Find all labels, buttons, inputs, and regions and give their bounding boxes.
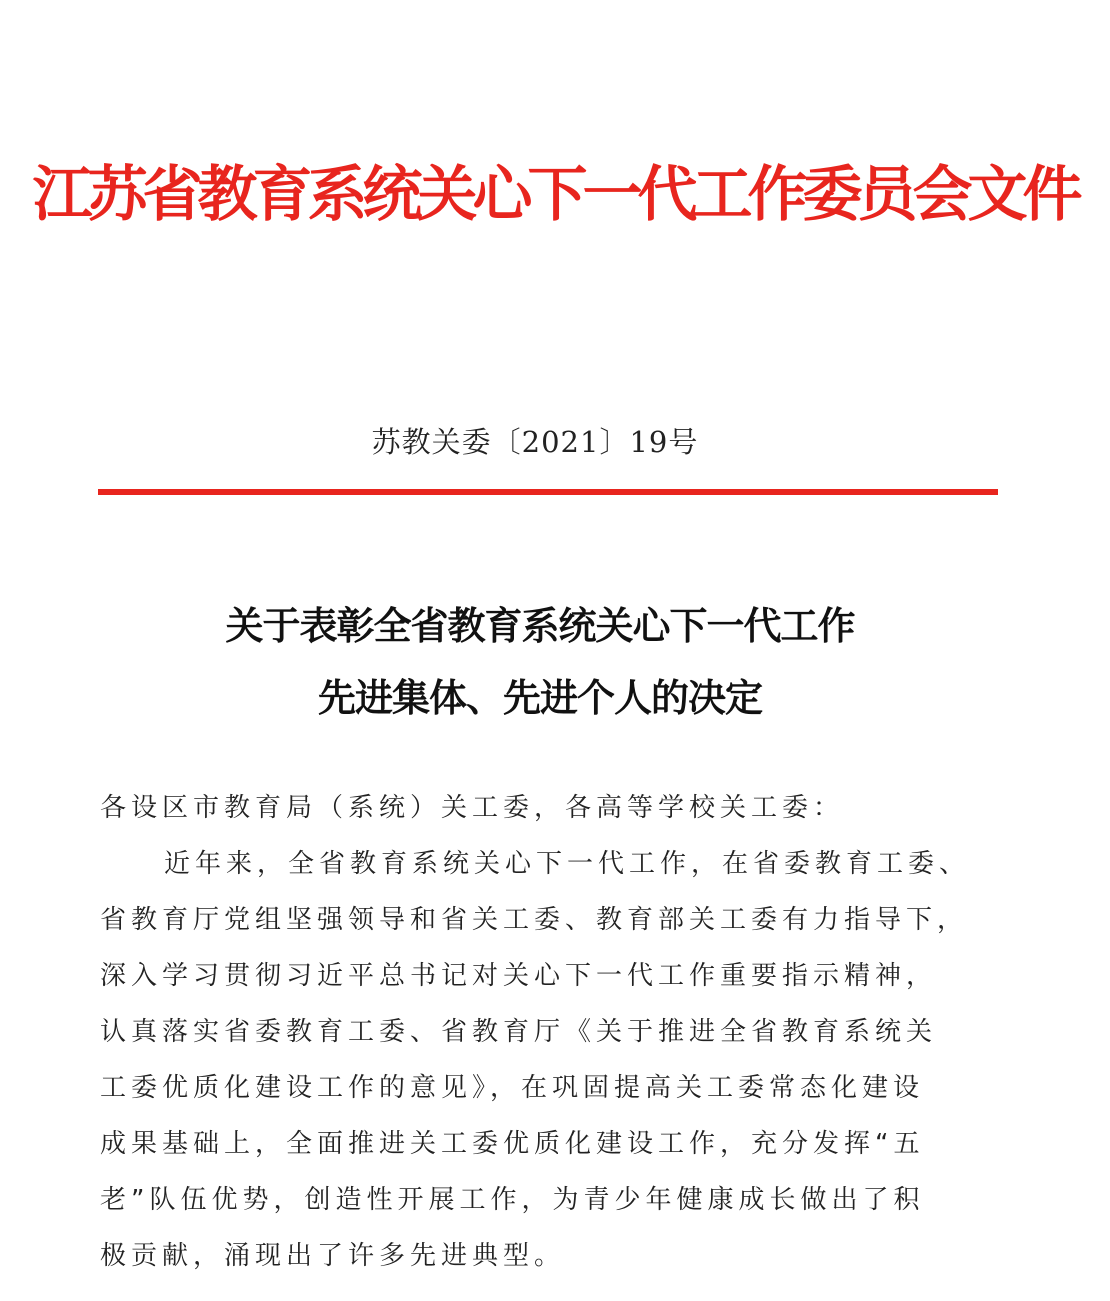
document-header: 江苏省教育系统关心下一代工作委员会文件	[32, 160, 1078, 230]
document-body	[100, 780, 1005, 1284]
salutation: 各设区市教育局（系统）关工委，各高等学校关工委：	[100, 793, 845, 823]
title-line-1: 关于表彰全省教育系统关心下一代工作	[225, 603, 855, 648]
paragraph-line: 成果基础上，全面推进关工委优质化建设工作，充分发挥“五	[100, 1129, 925, 1159]
paragraph-line: 认真落实省委教育工委、省教育厅《关于推进全省教育系统关	[100, 1017, 938, 1047]
paragraph-line: 老”队伍优势，创造性开展工作，为青少年健康成长做出了积	[100, 1185, 925, 1215]
paragraph-line: 深入学习贯彻习近平总书记对关心下一代工作重要指示精神，	[100, 961, 938, 991]
red-divider-line	[98, 489, 998, 495]
paragraph-line: 省教育厅党组坚强领导和省关工委、教育部关工委有力指导下，	[100, 905, 969, 935]
title-line-2: 先进集体、先进个人的决定	[317, 675, 762, 720]
document-title	[0, 590, 1080, 734]
document-number: 苏教关委〔2021〕19号	[371, 425, 699, 459]
paragraph-line: 近年来，全省教育系统关心下一代工作，在省委教育工委、	[164, 849, 971, 879]
paragraph-line: 极贡献，涌现出了许多先进典型。	[100, 1241, 566, 1271]
paragraph-line: 工委优质化建设工作的意见》，在巩固提高关工委常态化建设	[100, 1073, 925, 1103]
